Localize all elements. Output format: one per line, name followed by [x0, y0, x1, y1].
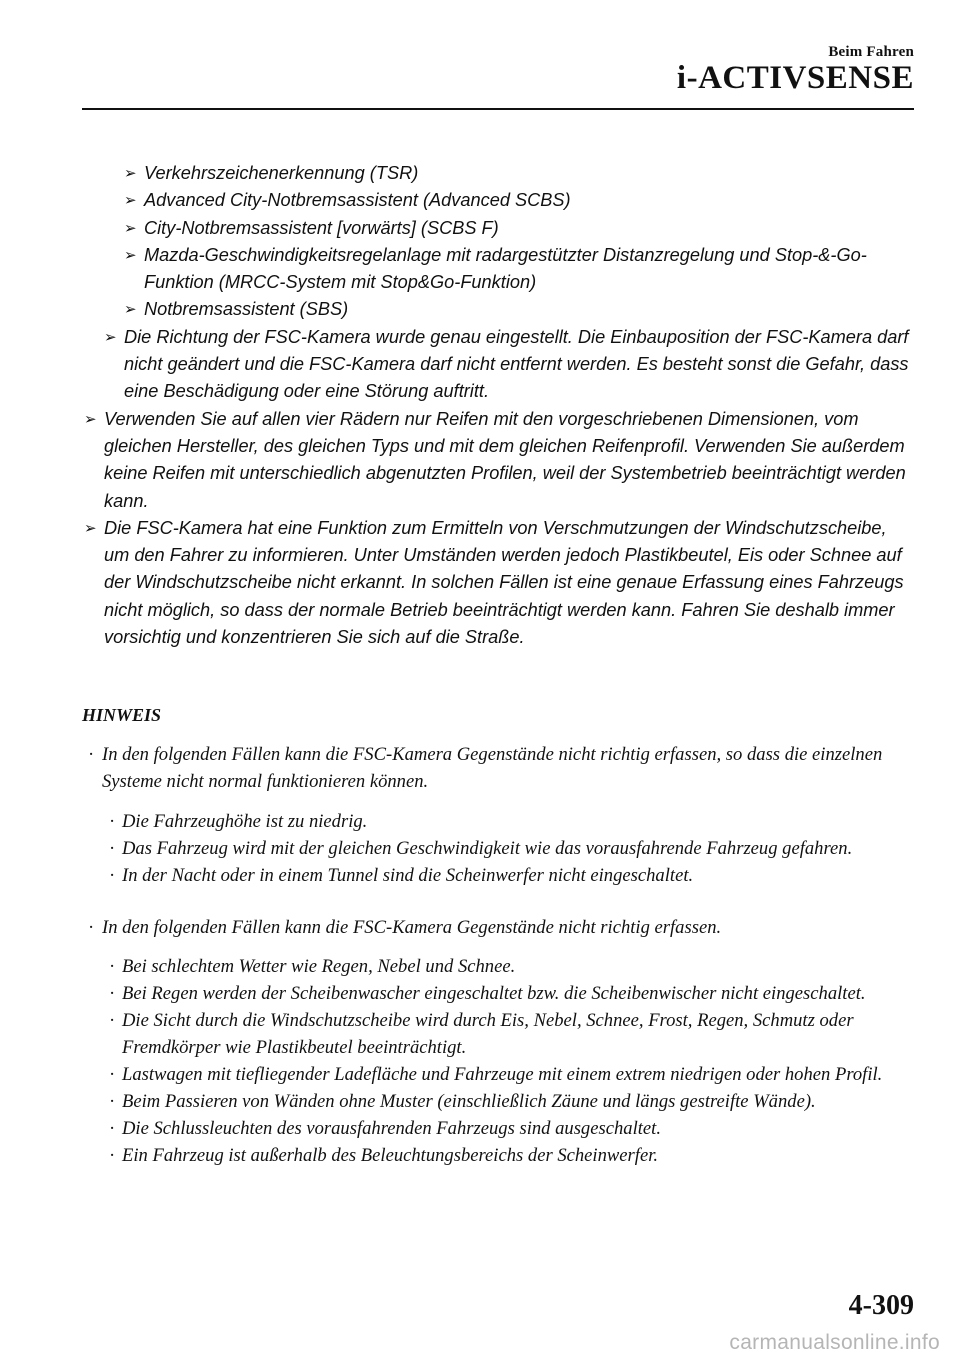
- note-intro-1: [82, 741, 914, 795]
- caution-item: [82, 242, 914, 297]
- section-title: Beim Fahren: [828, 44, 914, 60]
- note-text: Bei Regen werden der Scheibenwascher eingeschaltet bzw. die Scheibenwischer nicht eingeschaltet.: [122, 983, 866, 1004]
- dot-bullet-icon: ·: [109, 1064, 116, 1085]
- note-intro-2: [82, 914, 914, 941]
- note-item: [82, 1061, 914, 1088]
- caution-text: Verkehrszeichenerkennung (TSR): [144, 163, 419, 183]
- arrow-bullet-icon: ➢: [124, 165, 137, 182]
- note-text: Die Schlussleuchten des vorausfahrenden Fahrzeugs sind ausgeschaltet.: [122, 1118, 661, 1139]
- caution-item: [82, 515, 914, 651]
- caution-item: [82, 406, 914, 515]
- caution-text: Die FSC-Kamera hat eine Funktion zum Ermitteln von Verschmutzungen der Windschutzscheibe, um den Fahrer zu informieren. Unter Umständen werden jedoch Plastikbeutel, Eis oder Schnee auf der Windschutzscheibe nicht erkannt. In solchen Fällen ist eine genaue Erfassung eines Fahrzeugs nicht möglich, so dass der normale Betrieb beeinträchtigt werden kann. Fahren Sie deshalb immer vorsichtig und konzentrieren Sie sich auf die Straße.: [104, 517, 904, 648]
- watermark-link[interactable]: carmanualsonline.info: [729, 1331, 940, 1354]
- dot-bullet-icon: ·: [88, 917, 95, 938]
- arrow-bullet-icon: ➢: [84, 410, 97, 428]
- note-text: Das Fahrzeug wird mit der gleichen Geschwindigkeit wie das vorausfahrende Fahrzeug gefahren.: [122, 838, 853, 859]
- note-text: In der Nacht oder in einem Tunnel sind die Scheinwerfer nicht eingeschaltet.: [122, 865, 694, 886]
- note-text: Die Fahrzeughöhe ist zu niedrig.: [122, 811, 368, 832]
- dot-bullet-icon: ·: [109, 1145, 116, 1166]
- caution-item: [82, 296, 914, 323]
- page-title: i-ACTIVSENSE: [676, 60, 914, 96]
- dot-bullet-icon: ·: [109, 1091, 116, 1112]
- note-item: [82, 953, 914, 980]
- note-item: [82, 914, 914, 941]
- dot-bullet-icon: ·: [109, 983, 116, 1004]
- note-heading: HINWEIS: [82, 705, 162, 725]
- note-item: [82, 835, 914, 862]
- dot-bullet-icon: ·: [109, 1118, 116, 1139]
- caution-item: [82, 160, 914, 187]
- note-text: Die Sicht durch die Windschutzscheibe wird durch Eis, Nebel, Schnee, Frost, Regen, Schmutz oder Fremdkörper wie Plastikbeutel beeinträchtigt.: [122, 1010, 854, 1058]
- dot-bullet-icon: ·: [88, 744, 95, 765]
- note-list-2: [82, 953, 914, 1169]
- dot-bullet-icon: ·: [109, 865, 116, 886]
- dot-bullet-icon: ·: [109, 811, 116, 832]
- caution-text: City-Notbremsassistent [vorwärts] (SCBS F): [144, 217, 499, 238]
- caution-text: Die Richtung der FSC-Kamera wurde genau eingestellt. Die Einbauposition der FSC-Kamera darf nicht geändert und die FSC-Kamera darf nicht entfernt werden. Es besteht sonst die Gefahr, dass eine Beschädigung oder eine Störung auftritt.: [124, 326, 909, 402]
- dot-bullet-icon: ·: [109, 1010, 116, 1031]
- note-text: Beim Passieren von Wänden ohne Muster (einschließlich Zäune und längs gestreifte Wände).: [122, 1091, 816, 1112]
- note-item: [82, 1007, 914, 1061]
- caution-item: [82, 187, 914, 214]
- arrow-bullet-icon: ➢: [124, 301, 137, 319]
- note-text: In den folgenden Fällen kann die FSC-Kamera Gegenstände nicht richtig erfassen, so dass die einzelnen Systeme nicht normal funktionieren können.: [102, 744, 883, 792]
- dot-bullet-icon: ·: [109, 956, 116, 977]
- note-item: [82, 741, 914, 795]
- note-item: [82, 1088, 914, 1115]
- arrow-bullet-icon: ➢: [124, 246, 137, 264]
- note-item: [82, 808, 914, 835]
- note-text: Lastwagen mit tiefliegender Ladefläche und Fahrzeuge mit einem extrem niedrigen oder hohen Profil.: [122, 1064, 883, 1085]
- header-divider: [82, 108, 914, 110]
- note-item: [82, 980, 914, 1007]
- caution-text: Mazda-Geschwindigkeitsregelanlage mit radargestützter Distanzregelung und Stop-&-Go-Funktion (MRCC-System mit Stop&Go-Funktion): [144, 244, 867, 293]
- note-text: Bei schlechtem Wetter wie Regen, Nebel und Schnee.: [122, 956, 516, 977]
- caution-item: [82, 324, 914, 406]
- caution-item: [82, 215, 914, 242]
- note-list-1: [82, 808, 914, 889]
- arrow-bullet-icon: ➢: [84, 519, 97, 537]
- note-item: [82, 862, 914, 889]
- note-text: Ein Fahrzeug ist außerhalb des Beleuchtungsbereichs der Scheinwerfer.: [122, 1145, 659, 1166]
- arrow-bullet-icon: ➢: [124, 219, 137, 237]
- arrow-bullet-icon: ➢: [104, 328, 117, 346]
- dot-bullet-icon: ·: [109, 838, 116, 859]
- caution-text: Verwenden Sie auf allen vier Rädern nur Reifen mit den vorgeschriebenen Dimensionen, vom gleichen Hersteller, des gleichen Typs und mit dem gleichen Reifenprofil. Verwenden Sie außerdem keine Reifen mit unterschiedlich abgenutzten Profilen, weil der Systembetrieb beeinträchtigt werden kann.: [104, 408, 906, 511]
- note-item: [82, 1142, 914, 1169]
- caution-list: [82, 160, 914, 651]
- note-item: [82, 1115, 914, 1142]
- page-number: 4-309: [848, 1290, 914, 1321]
- note-text: In den folgenden Fällen kann die FSC-Kamera Gegenstände nicht richtig erfassen.: [102, 917, 722, 938]
- caution-text: Advanced City-Notbremsassistent (Advanced SCBS): [144, 190, 571, 211]
- arrow-bullet-icon: ➢: [124, 192, 137, 210]
- caution-text: Notbremsassistent (SBS): [144, 299, 349, 320]
